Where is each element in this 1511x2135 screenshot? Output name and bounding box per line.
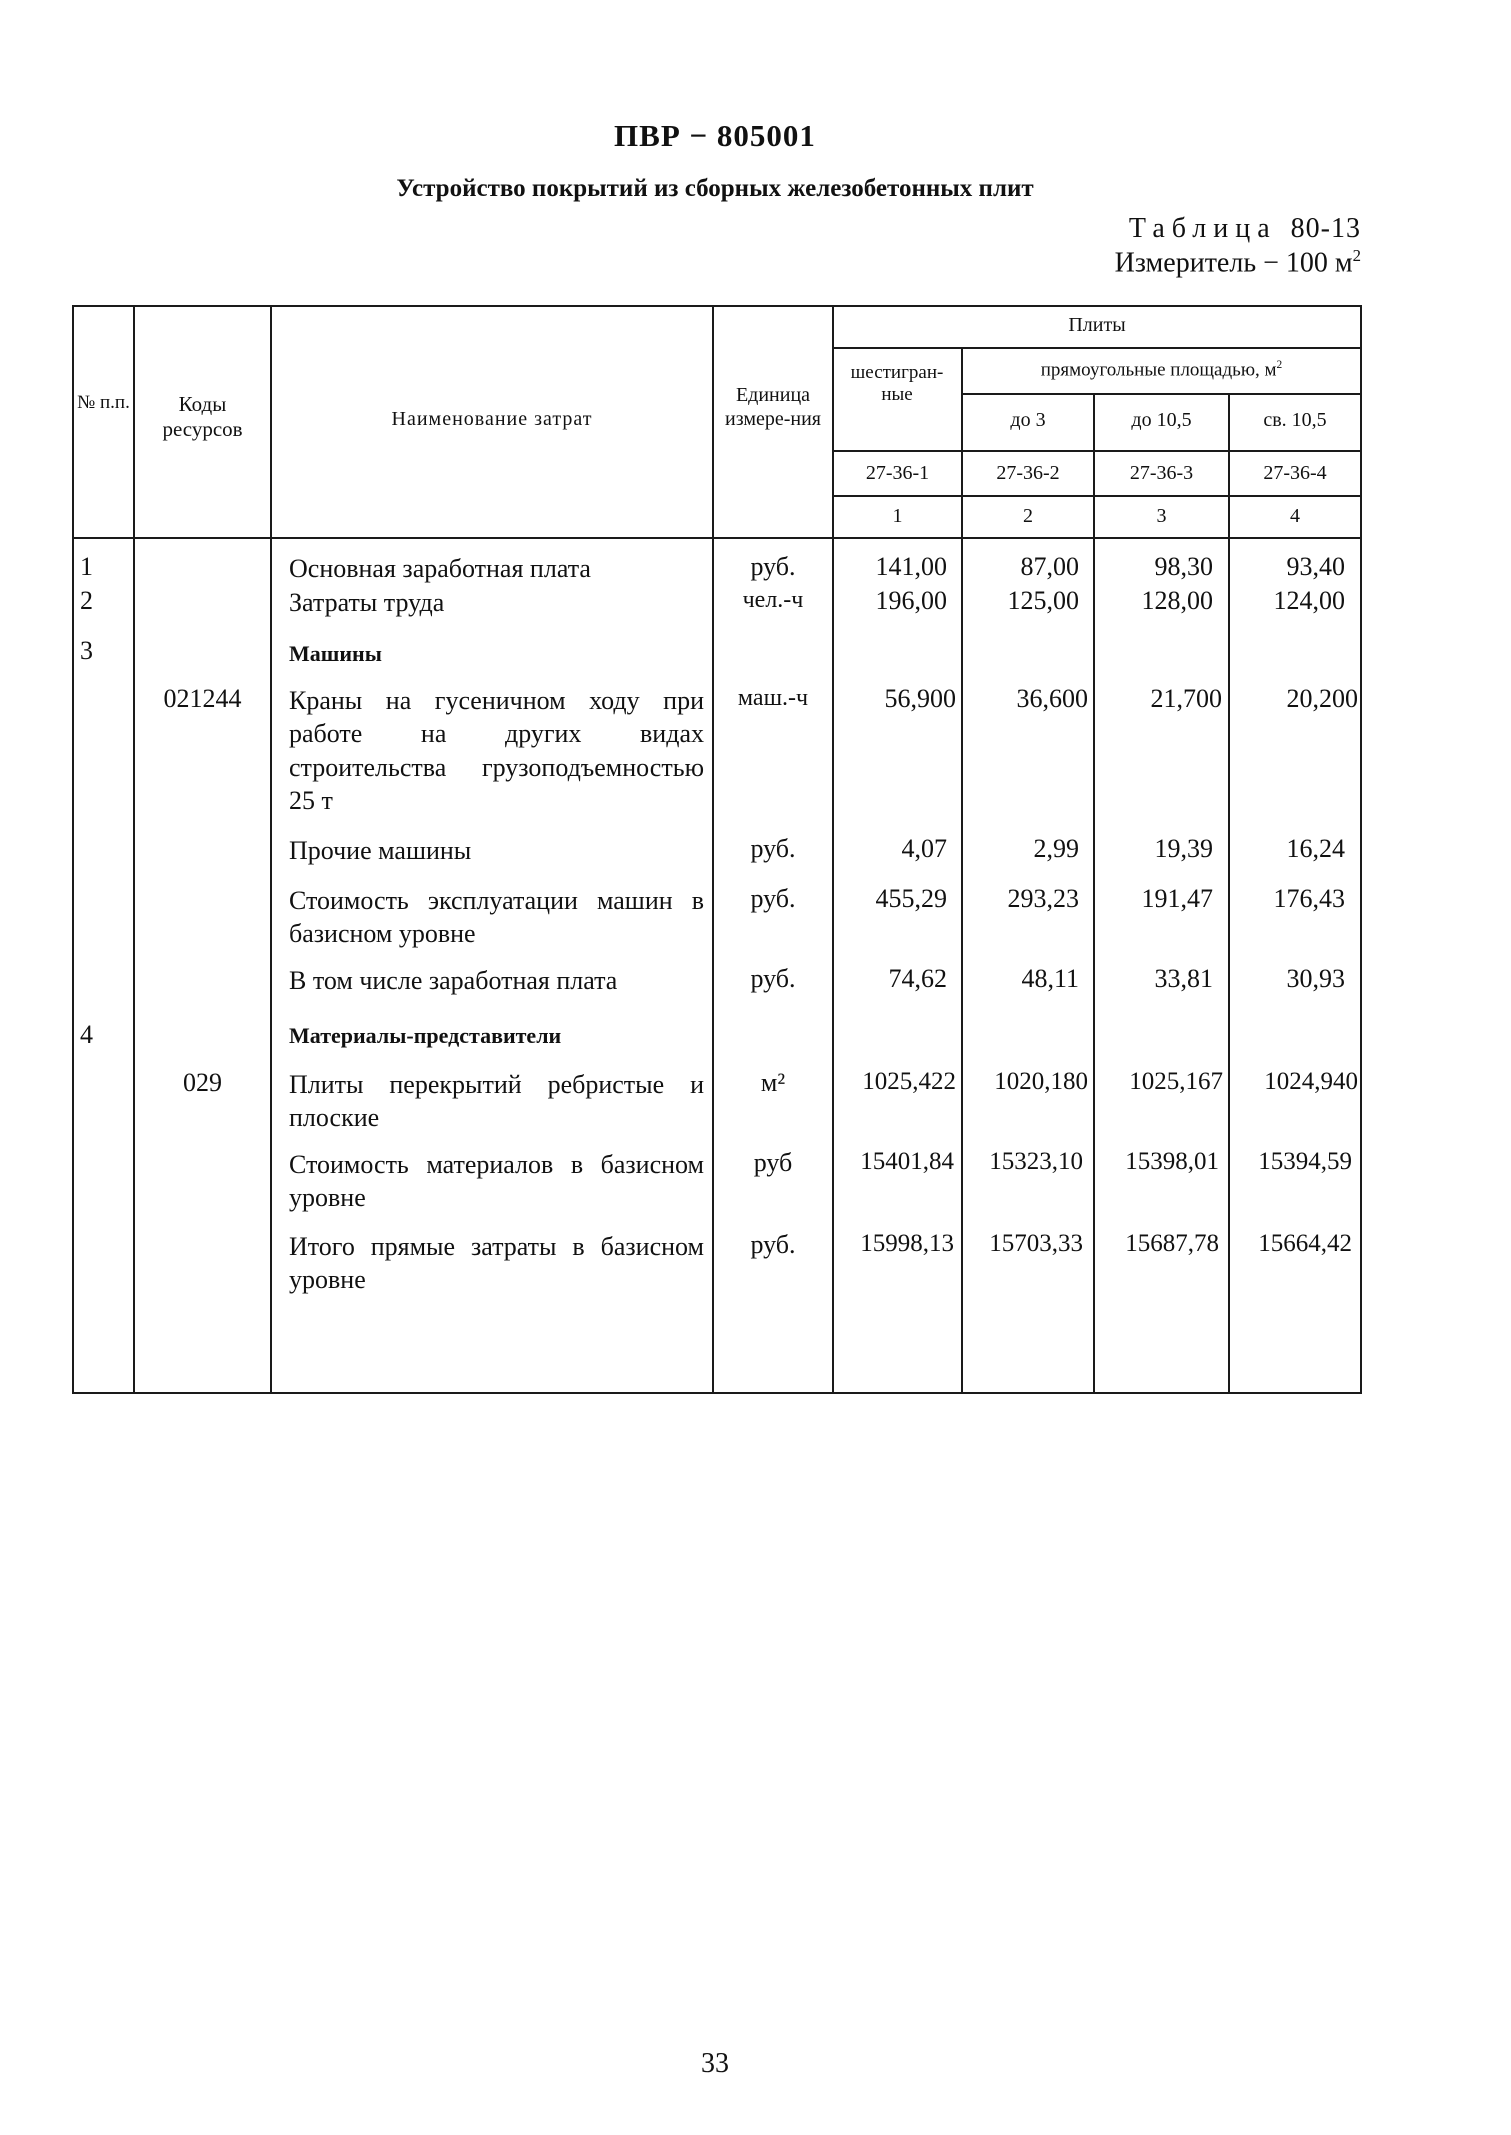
header-index-1 [834, 505, 961, 529]
row-unit: руб. [750, 552, 796, 581]
header-codes-text: Коды ресурсов [162, 392, 243, 441]
row-value: 74,62 [888, 964, 947, 993]
document-code: ПВР − 805001 [614, 118, 816, 153]
header-no [74, 392, 133, 414]
row-value: 30,93 [1286, 964, 1345, 993]
row-number: 1 [80, 552, 93, 581]
header-index-2 [963, 505, 1093, 529]
header-codes [140, 392, 265, 442]
header-no-text: № п.п. [77, 392, 130, 413]
header-index-3 [1095, 505, 1228, 529]
grid-line [832, 495, 1362, 497]
header-index-text: 1 [892, 505, 903, 527]
header-size-text: до 3 [1010, 409, 1046, 431]
row-name: Плиты перекрытий ребристые и плоские [289, 1070, 704, 1133]
row-unit: маш.-ч [737, 685, 809, 711]
header-size-2 [1095, 409, 1228, 433]
header-index-text: 2 [1023, 505, 1033, 527]
row-name: Основная заработная плата [289, 554, 591, 583]
grid-line [963, 393, 1362, 395]
table-number: 80-13 [1290, 213, 1361, 244]
row-name: Стоимость материалов в базисном уровне [289, 1150, 704, 1213]
row-value: 15323,10 [989, 1148, 1083, 1175]
header-index-4 [1230, 505, 1360, 529]
header-rect-text: прямоугольные площадью, м [1040, 359, 1277, 381]
row-number: 4 [80, 1020, 93, 1049]
row-value: 21,700 [1150, 684, 1222, 713]
document-subtitle: Устройство покрытий из сборных железобетонных плит [396, 175, 1034, 202]
row-value: 19,39 [1154, 834, 1213, 863]
row-value: 15664,42 [1258, 1230, 1352, 1257]
row-value: 36,600 [1016, 684, 1088, 713]
grid-line [1360, 305, 1362, 1394]
row-code: 021244 [163, 684, 242, 713]
header-code-text: 27-36-4 [1263, 462, 1327, 484]
grid-line [832, 347, 1362, 349]
header-code-4 [1230, 462, 1360, 486]
row-value: 4,07 [901, 834, 947, 863]
row-value: 93,40 [1286, 552, 1345, 581]
row-value: 176,43 [1273, 884, 1345, 913]
header-code-3 [1095, 462, 1228, 486]
row-value: 15703,33 [989, 1230, 1083, 1257]
row-number: 3 [80, 636, 93, 665]
header-code-text: 27-36-1 [865, 462, 930, 484]
row-name: Стоимость эксплуатации машин в базисном уровне [289, 886, 704, 949]
header-code-1 [834, 462, 961, 486]
unit-label-text: Измеритель − 100 м [1114, 247, 1353, 279]
header-size-1 [963, 409, 1093, 433]
grid-line [72, 305, 1362, 307]
row-value: 20,200 [1286, 684, 1358, 713]
row-name: Прочие машины [289, 836, 472, 865]
grid-line [72, 537, 1362, 539]
header-code-text: 27-36-2 [996, 462, 1060, 484]
row-value: 1025,422 [862, 1068, 956, 1095]
row-unit: руб. [750, 1230, 796, 1259]
grid-line [72, 1392, 1362, 1394]
row-value: 98,30 [1154, 552, 1213, 581]
row-value: 15401,84 [860, 1148, 954, 1175]
section-heading: Материалы-представители [289, 1023, 562, 1048]
row-name: Итого прямые затраты в базисном уровне [289, 1232, 704, 1295]
grid-line [270, 305, 272, 1394]
header-hex [836, 362, 958, 407]
grid-line [832, 450, 1362, 452]
row-value: 15394,59 [1258, 1148, 1352, 1175]
header-code-2 [963, 462, 1093, 486]
row-value: 1024,940 [1264, 1068, 1358, 1095]
row-value: 48,11 [1021, 964, 1079, 993]
header-rect-power: 2 [1276, 359, 1283, 371]
header-index-text: 3 [1156, 505, 1167, 527]
table-word: Таблица [1128, 213, 1277, 244]
row-unit: руб. [750, 834, 796, 863]
unit-label [1115, 246, 1361, 279]
row-value: 15398,01 [1125, 1148, 1219, 1175]
row-value: 56,900 [884, 684, 956, 713]
row-number: 2 [80, 586, 93, 615]
row-unit: руб [753, 1148, 793, 1177]
row-value: 33,81 [1154, 964, 1213, 993]
header-unit-text: Единица измере-ния [725, 384, 821, 430]
row-value: 15687,78 [1125, 1230, 1219, 1257]
row-value: 196,00 [875, 586, 947, 615]
header-code-text: 27-36-3 [1129, 462, 1194, 484]
row-unit: руб. [750, 884, 796, 913]
row-value: 125,00 [1007, 586, 1079, 615]
row-value: 293,23 [1007, 884, 1079, 913]
row-value: 141,00 [875, 552, 947, 581]
row-name: В том числе заработная плата [289, 966, 618, 995]
header-unit [718, 384, 828, 431]
row-value: 87,00 [1020, 552, 1079, 581]
row-value: 455,29 [875, 884, 947, 913]
header-size-text: св. 10,5 [1263, 409, 1327, 431]
row-unit: руб. [750, 964, 796, 993]
row-unit: чел.-ч [742, 587, 804, 613]
table-label [1129, 213, 1361, 245]
unit-label-power: 2 [1352, 246, 1361, 265]
header-name-text: Наименование затрат [391, 408, 593, 430]
row-value: 1020,180 [994, 1068, 1088, 1095]
header-hex-text: шестигран-ные [850, 362, 944, 406]
row-value: 16,24 [1286, 834, 1345, 863]
row-value: 15998,13 [860, 1230, 954, 1257]
page-number: 33 [701, 2048, 729, 2079]
row-value: 1025,167 [1129, 1068, 1223, 1095]
header-rect [963, 359, 1360, 382]
row-name: Краны на гусеничном ходу при работе на других видах строительства грузоподъемностью 25 т [289, 686, 704, 815]
header-plates-text: Плиты [1068, 314, 1126, 336]
header-size-3 [1230, 409, 1360, 433]
header-name [272, 408, 712, 432]
row-value: 128,00 [1141, 586, 1213, 615]
section-heading: Машины [289, 641, 382, 666]
header-index-text: 4 [1290, 505, 1300, 527]
row-value: 191,47 [1141, 884, 1213, 913]
row-value: 124,00 [1273, 586, 1345, 615]
header-size-text: до 10,5 [1131, 409, 1192, 431]
row-code: 029 [183, 1068, 222, 1097]
row-name: Затраты труда [289, 588, 445, 617]
grid-line [133, 305, 135, 1394]
row-value: 2,99 [1033, 834, 1079, 863]
header-plates [834, 314, 1360, 338]
grid-line [72, 305, 74, 1394]
row-unit: м² [760, 1068, 786, 1097]
